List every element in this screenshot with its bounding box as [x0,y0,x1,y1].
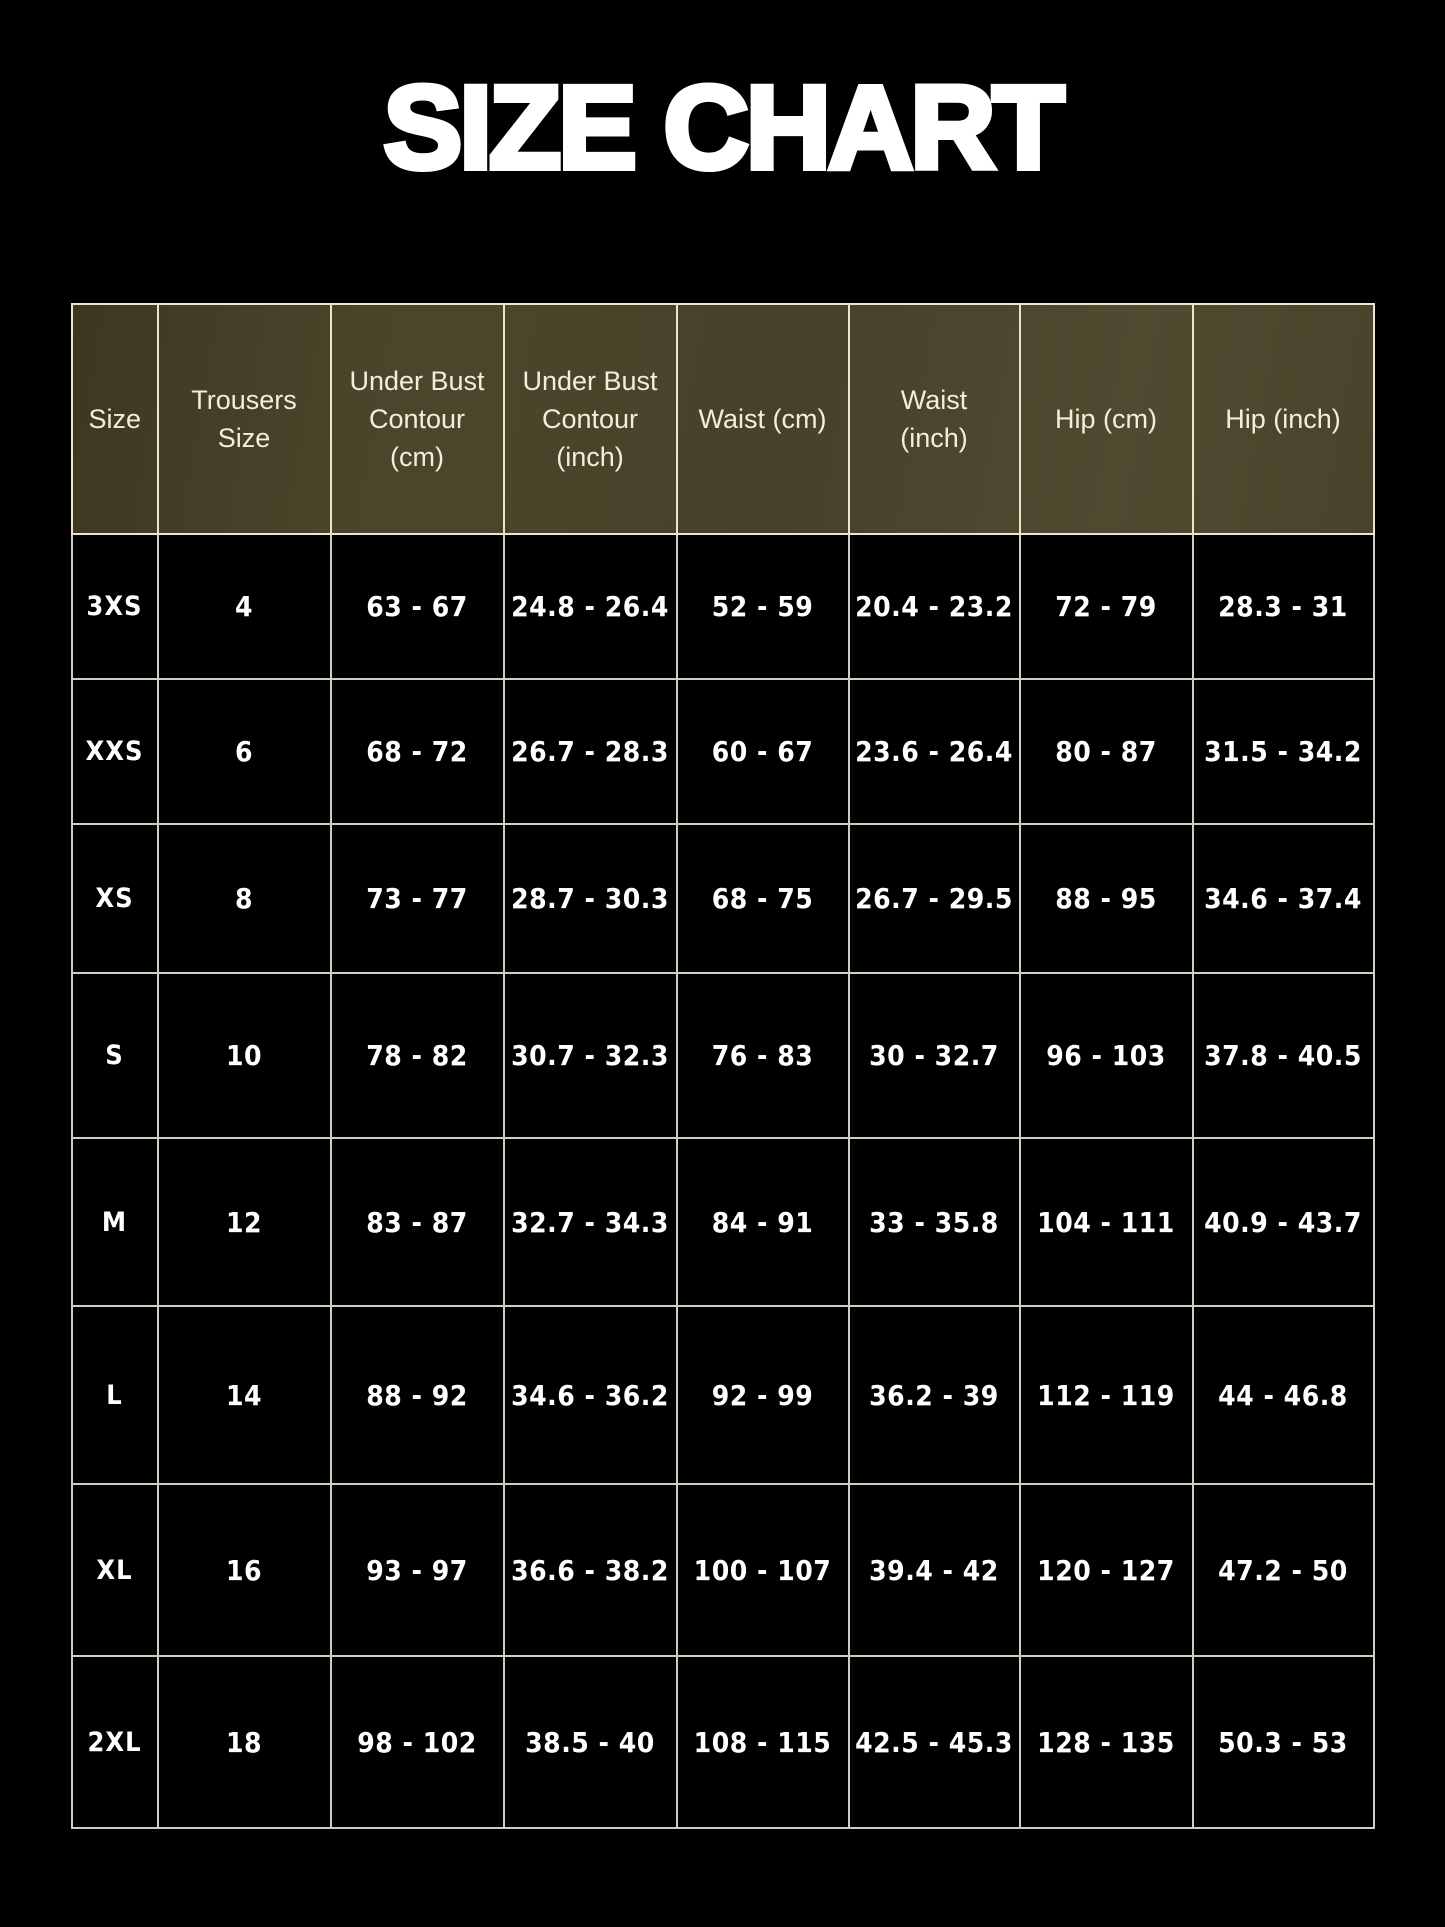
column-header-3: Under Bust Contour (inch) [504,304,677,534]
table-row [72,1484,1374,1656]
size-label-cell: L [72,1306,158,1484]
table-cell: 112 - 119 [1020,1306,1193,1484]
table-cell: 34.6 - 37.4 [1193,824,1374,973]
table-cell: 42.5 - 45.3 [849,1656,1020,1828]
table-cell: 68 - 75 [677,824,849,973]
table-cell: 39.4 - 42 [849,1484,1020,1656]
table-cell: 84 - 91 [677,1138,849,1306]
table-cell: 83 - 87 [331,1138,504,1306]
column-header-5: Waist (inch) [849,304,1020,534]
table-cell: 60 - 67 [677,679,849,824]
table-row [72,973,1374,1138]
table-cell: 78 - 82 [331,973,504,1138]
table-header [72,304,1374,534]
table-body [72,534,1374,1828]
table-cell: 108 - 115 [677,1656,849,1828]
table-row [72,1306,1374,1484]
table-cell: 16 [158,1484,331,1656]
table-cell: 38.5 - 40 [504,1656,677,1828]
table-cell: 28.7 - 30.3 [504,824,677,973]
table-cell: 30 - 32.7 [849,973,1020,1138]
table-cell: 88 - 95 [1020,824,1193,973]
table-cell: 34.6 - 36.2 [504,1306,677,1484]
size-chart-table [71,303,1375,1829]
table-cell: 72 - 79 [1020,534,1193,679]
table-cell: 44 - 46.8 [1193,1306,1374,1484]
table-cell: 80 - 87 [1020,679,1193,824]
table-cell: 24.8 - 26.4 [504,534,677,679]
column-header-0: Size [72,304,158,534]
table-cell: 33 - 35.8 [849,1138,1020,1306]
size-label-cell: S [72,973,158,1138]
column-header-1: Trousers Size [158,304,331,534]
table-cell: 12 [158,1138,331,1306]
table-cell: 47.2 - 50 [1193,1484,1374,1656]
size-label-cell: M [72,1138,158,1306]
table-cell: 96 - 103 [1020,973,1193,1138]
table-cell: 36.6 - 38.2 [504,1484,677,1656]
size-label-cell: XXS [72,679,158,824]
table-cell: 26.7 - 28.3 [504,679,677,824]
table-cell: 100 - 107 [677,1484,849,1656]
column-header-6: Hip (cm) [1020,304,1193,534]
table-row [72,824,1374,973]
table-cell: 23.6 - 26.4 [849,679,1020,824]
table-cell: 52 - 59 [677,534,849,679]
table-cell: 37.8 - 40.5 [1193,973,1374,1138]
table-cell: 36.2 - 39 [849,1306,1020,1484]
table-cell: 104 - 111 [1020,1138,1193,1306]
table-cell: 30.7 - 32.3 [504,973,677,1138]
table-cell: 6 [158,679,331,824]
table-cell: 8 [158,824,331,973]
table-cell: 26.7 - 29.5 [849,824,1020,973]
table-cell: 50.3 - 53 [1193,1656,1374,1828]
size-label-cell: 3XS [72,534,158,679]
page-title: SIZE CHART [383,62,1062,194]
table-cell: 88 - 92 [331,1306,504,1484]
table-cell: 93 - 97 [331,1484,504,1656]
size-label-cell: XS [72,824,158,973]
table-cell: 68 - 72 [331,679,504,824]
table-cell: 92 - 99 [677,1306,849,1484]
table-cell: 28.3 - 31 [1193,534,1374,679]
size-label-cell: 2XL [72,1656,158,1828]
table-cell: 76 - 83 [677,973,849,1138]
table-row [72,1138,1374,1306]
table-cell: 20.4 - 23.2 [849,534,1020,679]
table-row [72,534,1374,679]
column-header-4: Waist (cm) [677,304,849,534]
table-cell: 4 [158,534,331,679]
table-cell: 10 [158,973,331,1138]
table-cell: 31.5 - 34.2 [1193,679,1374,824]
size-label-cell: XL [72,1484,158,1656]
table-cell: 120 - 127 [1020,1484,1193,1656]
table-cell: 98 - 102 [331,1656,504,1828]
table-row [72,679,1374,824]
table-cell: 18 [158,1656,331,1828]
table-header-row [72,304,1374,534]
table-cell: 63 - 67 [331,534,504,679]
table-row [72,1656,1374,1828]
table-cell: 14 [158,1306,331,1484]
column-header-7: Hip (inch) [1193,304,1374,534]
table-cell: 40.9 - 43.7 [1193,1138,1374,1306]
table-cell: 73 - 77 [331,824,504,973]
table-cell: 32.7 - 34.3 [504,1138,677,1306]
table-cell: 128 - 135 [1020,1656,1193,1828]
column-header-2: Under Bust Contour (cm) [331,304,504,534]
